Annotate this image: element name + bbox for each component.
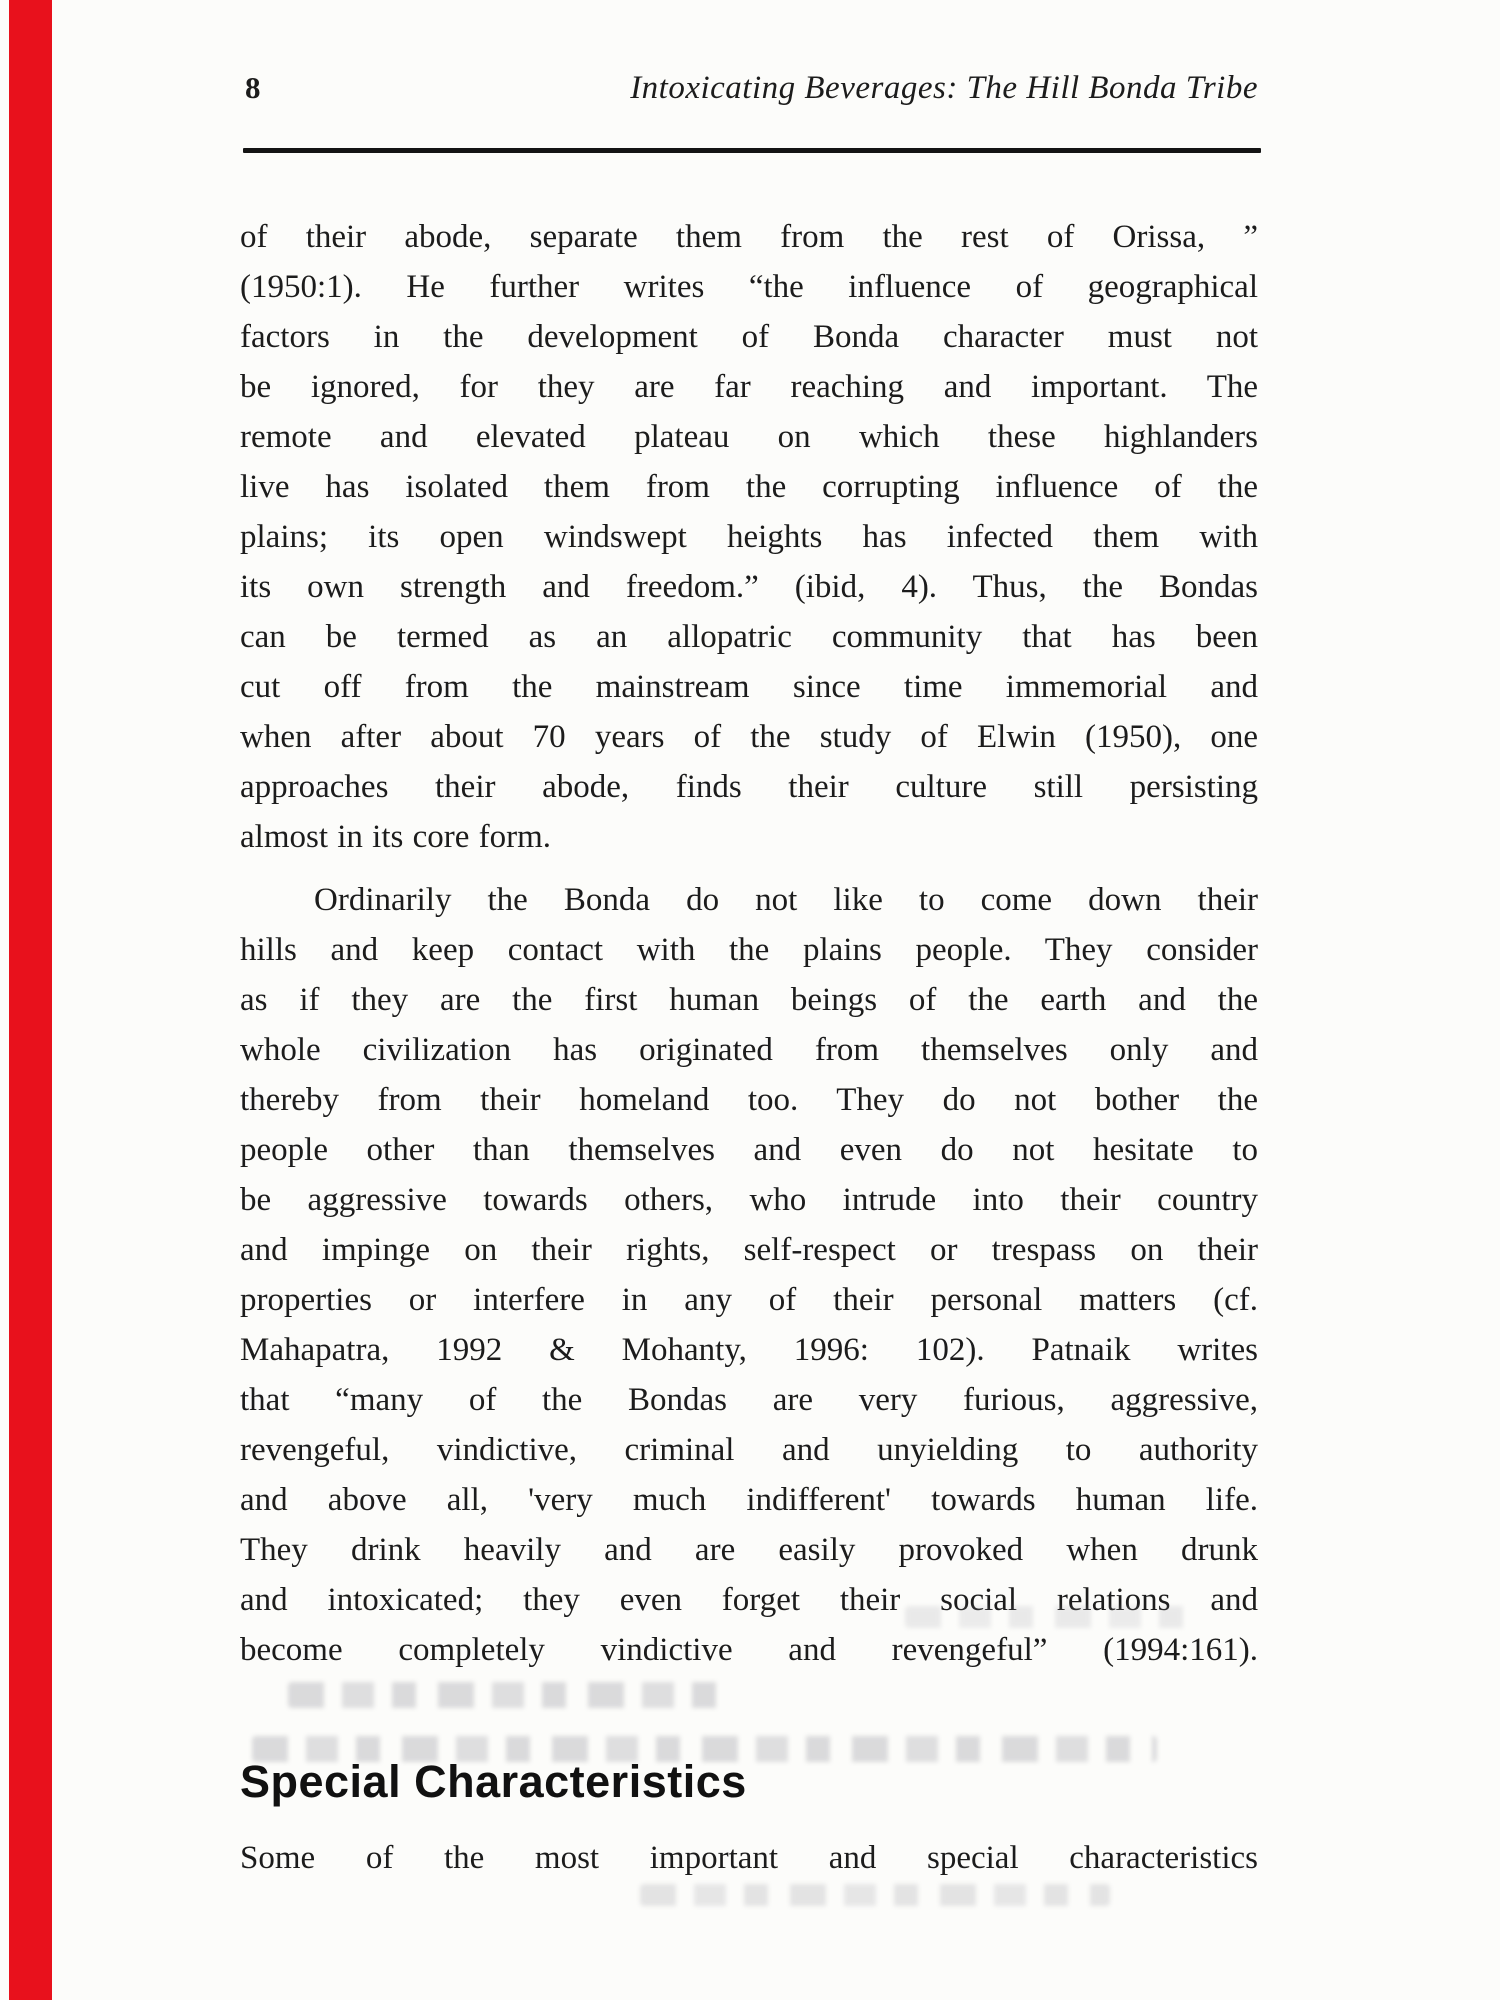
text-line: Ordinarily the Bonda do not like to come down their: [314, 882, 1258, 918]
paragraph-3: [240, 1833, 1258, 1883]
running-header-title: Intoxicating Beverages: The Hill Bonda Tribe: [630, 70, 1258, 106]
text-line: can be termed as an allopatric community that has been: [240, 619, 1258, 655]
page-number: 8: [245, 70, 262, 105]
text-line: (1950:1). He further writes “the influence of geographical: [240, 269, 1258, 305]
text-line: of their abode, separate them from the rest of Orissa, ”: [240, 219, 1258, 255]
text-line: hills and keep contact with the plains people. They consider: [240, 932, 1258, 968]
bleed-through-ghost-text: [905, 1606, 1205, 1628]
text-line: that “many of the Bondas are very furious, aggressive,: [240, 1382, 1258, 1418]
book-spine-red-edge: [9, 0, 52, 2000]
paragraph-2: [240, 875, 1258, 1675]
text-line: be ignored, for they are far reaching and important. The: [240, 369, 1258, 405]
text-line: whole civilization has originated from themselves only and: [240, 1032, 1258, 1068]
text-line: become completely vindictive and revengeful” (1994:161).: [240, 1632, 1258, 1668]
text-line: and impinge on their rights, self-respect or trespass on their: [240, 1232, 1258, 1268]
text-line: as if they are the first human beings of the earth and the: [240, 982, 1258, 1018]
header-rule: [243, 148, 1261, 153]
text-line: almost in its core form.: [240, 819, 552, 855]
text-line: Mahapatra, 1992 & Mohanty, 1996: 102). Patnaik writes: [240, 1332, 1258, 1368]
text-line: properties or interfere in any of their personal matters (cf.: [240, 1282, 1258, 1318]
text-line: its own strength and freedom.” (ibid, 4). Thus, the Bondas: [240, 569, 1258, 605]
text-line: live has isolated them from the corrupting influence of the: [240, 469, 1258, 505]
text-line: remote and elevated plateau on which these highlanders: [240, 419, 1258, 455]
paragraph-1: [240, 212, 1258, 862]
text-line: thereby from their homeland too. They do not bother the: [240, 1082, 1258, 1118]
text-line: and above all, 'very much indifferent' towards human life.: [240, 1482, 1258, 1518]
text-line: approaches their abode, finds their culture still persisting: [240, 769, 1258, 805]
bleed-through-ghost-text: [640, 1884, 1110, 1906]
running-header: [240, 68, 1258, 116]
section-heading: Special Characteristics: [240, 1756, 747, 1807]
text-line: be aggressive towards others, who intrude into their country: [240, 1182, 1258, 1218]
bleed-through-ghost-text: [288, 1682, 726, 1708]
text-line: cut off from the mainstream since time immemorial and: [240, 669, 1258, 705]
text-line: people other than themselves and even do not hesitate to: [240, 1132, 1258, 1168]
text-line: factors in the development of Bonda character must not: [240, 319, 1258, 355]
text-line: revengeful, vindictive, criminal and unyielding to authority: [240, 1432, 1258, 1468]
text-line: Some of the most important and special characteristics: [240, 1840, 1258, 1876]
text-line: They drink heavily and are easily provoked when drunk: [240, 1532, 1258, 1568]
text-line: when after about 70 years of the study of Elwin (1950), one: [240, 719, 1258, 755]
text-line: and intoxicated; they even forget their social relations and: [240, 1582, 1258, 1618]
text-line: plains; its open windswept heights has infected them with: [240, 519, 1258, 555]
